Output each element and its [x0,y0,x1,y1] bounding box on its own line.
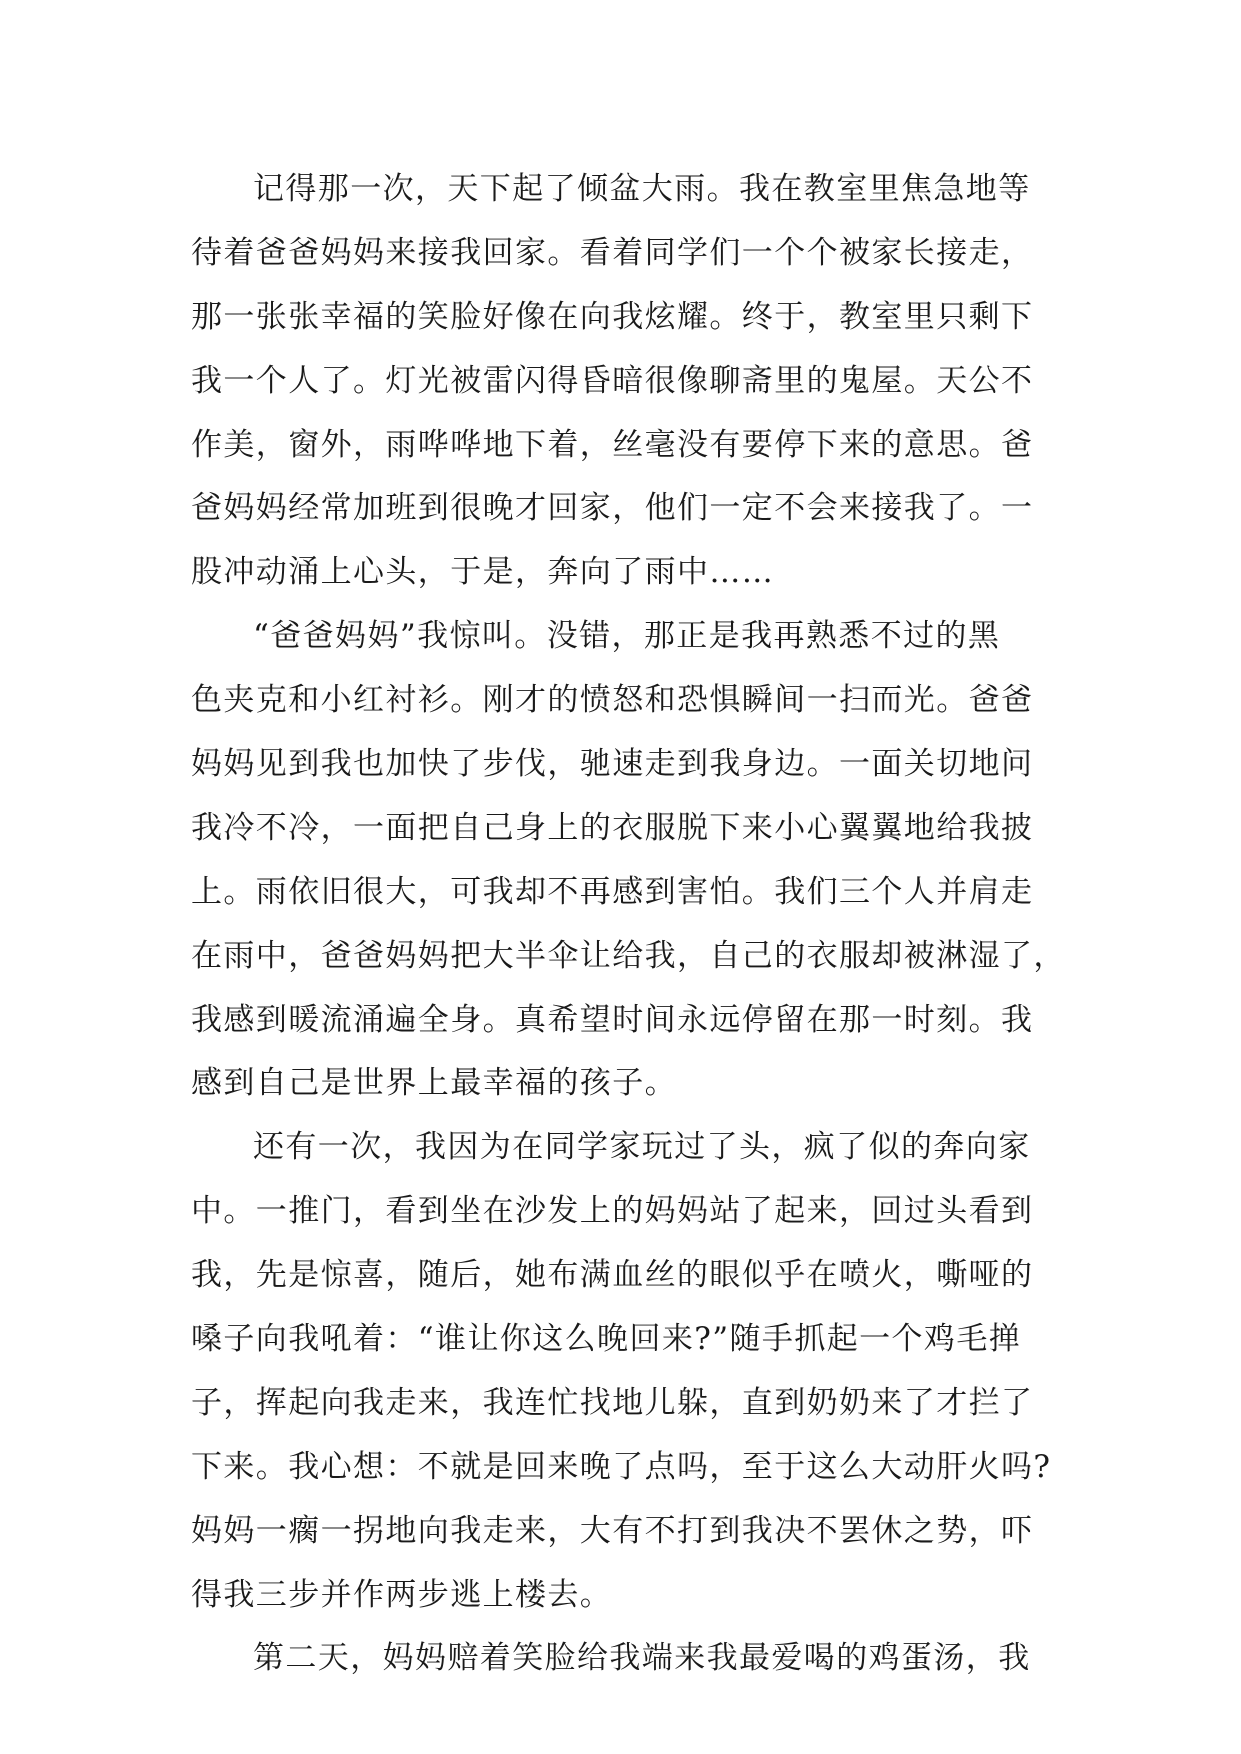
text-line: 爸妈妈经常加班到很晚才回家，他们一定不会来接我了。一 [191,490,1034,527]
text-line: 下来。我心想：不就是回来晚了点吗，至于这么大动肝火吗? [191,1448,1052,1485]
text-line: 妈妈见到我也加快了步伐，驰速走到我身边。一面关切地问 [191,746,1034,783]
text-line: 股冲动涌上心头，于是，奔向了雨中…… [191,554,775,591]
essay-body [191,158,1066,1691]
text-line: 记得那一次，天下起了倾盆大雨。我在教室里焦急地等 [253,171,1031,207]
text-line: 得我三步并作两步逃上楼去。 [191,1576,613,1613]
text-line: 中。一推门，看到坐在沙发上的妈妈站了起来，回过头看到 [191,1193,1034,1230]
text-line: 我冷不冷，一面把自己身上的衣服脱下来小心翼翼地给我披 [191,809,1034,846]
text-line: 还有一次，我因为在同学家玩过了头，疯了似的奔向家 [253,1129,1031,1166]
paragraph-came-home-late [191,1116,1053,1627]
paragraph-parents-arrive [191,605,1066,1116]
text-line: 子，挥起向我走来，我连忙找地儿躲，直到奶奶来了才拦了 [191,1384,1034,1421]
text-line: 作美，窗外，雨哗哗地下着，丝毫没有要停下来的意思。爸 [191,426,1034,463]
text-line: 我，先是惊喜，随后，她布满血丝的眼似乎在喷火，嘶哑的 [191,1257,1034,1294]
text-line: 上。雨依旧很大，可我却不再感到害怕。我们三个人并肩走 [191,873,1034,910]
paragraph-next-day [191,1627,1053,1691]
text-line: 那一张张幸福的笑脸好像在向我炫耀。终于，教室里只剩下 [191,298,1034,335]
text-line: 感到自己是世界上最幸福的孩子。 [191,1065,677,1102]
text-line: 色夹克和小红衬衫。刚才的愤怒和恐惧瞬间一扫而光。爸爸 [191,682,1034,719]
text-line: 我感到暖流涌遍全身。真希望时间永远停留在那一时刻。我 [191,1001,1034,1038]
text-line: 我一个人了。灯光被雷闪得昏暗很像聊斋里的鬼屋。天公不 [191,362,1034,399]
text-line: 妈妈一瘸一拐地向我走来，大有不打到我决不罢休之势，吓 [191,1512,1034,1549]
text-line: “爸爸妈妈”我惊叫。没错，那正是我再熟悉不过的黑 [253,618,1001,655]
text-line: 在雨中，爸爸妈妈把大半伞让给我，自己的衣服却被淋湿了， [191,937,1066,974]
text-line: 待着爸爸妈妈来接我回家。看着同学们一个个被家长接走， [191,234,1034,271]
paragraph-rainy-day [191,158,1053,605]
text-line: 第二天，妈妈赔着笑脸给我端来我最爱喝的鸡蛋汤，我 [253,1640,1031,1677]
text-line: 嗓子向我吼着：“谁让你这么晚回来?”随手抓起一个鸡毛掸 [191,1321,1022,1358]
